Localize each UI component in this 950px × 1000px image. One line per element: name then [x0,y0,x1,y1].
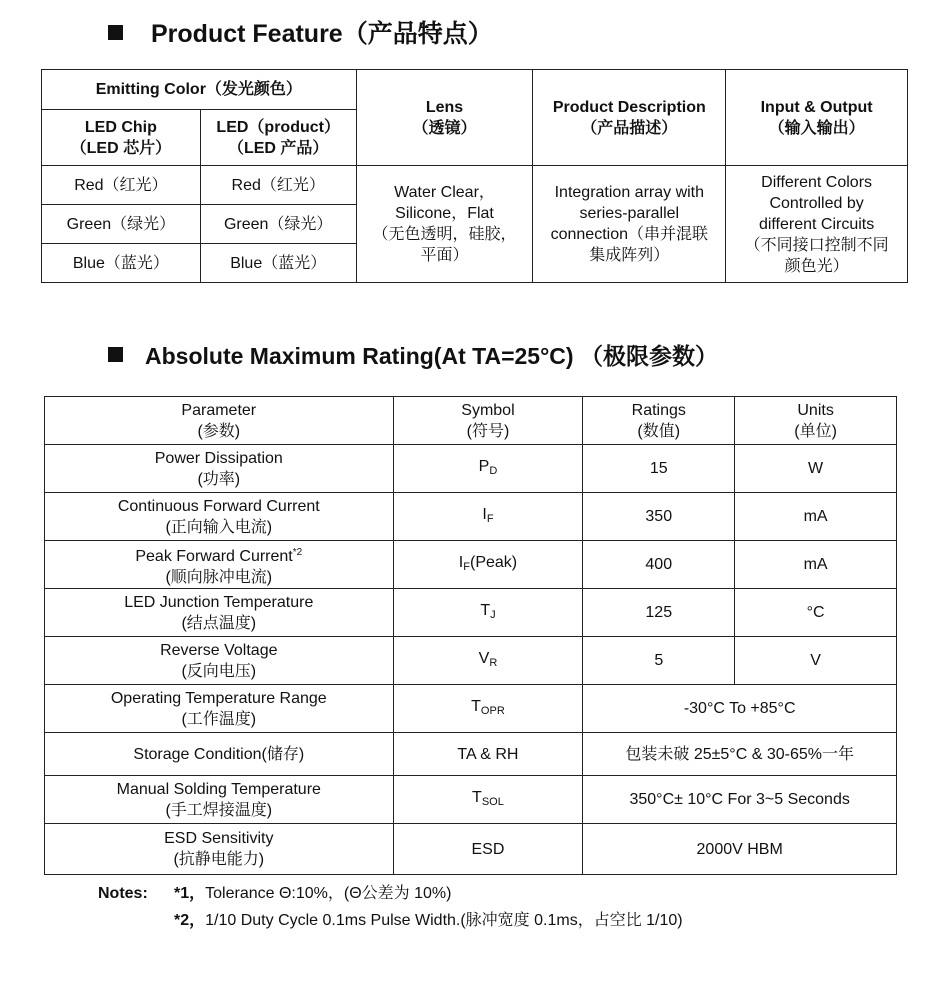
symbol-tail: (Peak) [469,553,518,571]
description-line: Integration array with [554,184,705,201]
ratings-header-cn: (数值) [637,422,681,440]
table-row [45,685,897,733]
parameter-cell [45,685,394,733]
symbol-main: V [478,649,490,667]
rating-value-cell: 400 [583,541,735,589]
symbol-cell [393,685,583,733]
notes-block [98,880,683,934]
product-feature-table [41,69,908,283]
parameter-cell [45,637,394,685]
parameter-header-en: Parameter [181,401,257,419]
parameter-cell [45,776,394,824]
symbol-subscript: D [489,464,498,477]
note-number: *1， [174,885,206,902]
parameter-name: LED Junction Temperature [124,593,314,611]
product-color-cell: Red（红光） [200,166,356,205]
table-row [45,776,897,824]
table-row [45,541,897,589]
rating-span-cell: -30°C To +85°C [583,685,897,733]
description-line: 集成阵列） [589,247,670,264]
parameter-name-cn: (手工焊接温度) [165,801,273,819]
led-product-header-en: LED（product） [216,118,340,136]
lens-line: 平面） [420,247,469,264]
symbol-header [393,397,583,445]
led-chip-header-en: LED Chip [84,118,157,136]
symbol-cell [393,445,583,493]
led-product-header [200,110,356,166]
rating-value-cell: 125 [583,589,735,637]
io-header-cn: （输入输出） [768,119,865,137]
notes-label: Notes: [98,885,148,902]
symbol-cell: TA & RH [393,733,583,776]
chip-color-cell: Blue（蓝光） [42,244,201,283]
lens-header [356,70,533,166]
note-text: Tolerance Θ:10%，(Θ公差为 10%) [205,885,452,902]
rating-value-cell: 15 [583,445,735,493]
symbol-cell [393,493,583,541]
led-chip-header-cn: （LED 芯片） [70,139,172,157]
ratings-header [583,397,735,445]
parameter-cell [45,493,394,541]
note-text: 1/10 Duty Cycle 0.1ms Pulse Width.(脉冲宽度 0.1ms，占空比 1/10) [205,912,683,929]
parameter-name: Peak Forward Current [135,547,293,565]
table-row [42,166,908,205]
unit-cell: mA [735,541,897,589]
rating-value-cell: 350 [583,493,735,541]
lens-line: Silicone，Flat [395,205,494,222]
symbol-cell [393,589,583,637]
io-line: 颜色光） [784,257,849,275]
product-color-cell: Blue（蓝光） [200,244,356,283]
symbol-cell: ESD [393,824,583,875]
absolute-rating-heading [108,338,718,371]
parameter-name: Power Dissipation [154,449,283,467]
unit-cell: V [735,637,897,685]
parameter-name: ESD Sensitivity [164,830,274,847]
symbol-cell [393,541,583,589]
parameter-header [45,397,394,445]
lens-line: （无色透明，硅胶， [372,226,517,243]
symbol-main: T [480,601,491,619]
parameter-name-cn: (抗静电能力) [173,851,265,868]
parameter-name-cn: (正向输入电流) [165,518,273,536]
lens-header-cn: （透镜） [412,119,477,137]
symbol-subscript: SOL [481,795,504,808]
parameter-name: Operating Temperature Range [110,689,327,707]
parameter-name-line [49,542,389,567]
parameter-cell [45,589,394,637]
chip-color-cell: Red（红光） [42,166,201,205]
description-header-cn: （产品描述） [581,119,678,137]
parameter-cell [45,445,394,493]
rating-span-cell: 2000V HBM [583,824,897,875]
symbol-cell [393,776,583,824]
parameter-name-cn: (工作温度) [181,710,257,728]
lens-cell [356,166,533,283]
parameter-name: Continuous Forward Current [117,497,320,515]
led-product-header-cn: （LED 产品） [227,139,329,157]
symbol-subscript: F [486,512,494,525]
symbol-header-en: Symbol [461,401,515,419]
symbol-subscript: F [463,560,470,573]
symbol-subscript: J [490,608,496,621]
table-row [45,589,897,637]
io-cell [726,166,908,283]
table-row [45,493,897,541]
io-header [726,70,908,166]
parameter-name-cn: (顺向脉冲电流) [165,568,273,586]
table-row [45,445,897,493]
parameter-name-cn: (反向电压) [181,662,257,680]
parameter-name-cn: (功率) [197,470,241,488]
symbol-main: T [471,697,481,715]
unit-cell: mA [735,493,897,541]
symbol-subscript: OPR [480,704,505,717]
absolute-rating-table [44,396,897,875]
product-color-cell: Green（绿光） [200,205,356,244]
units-header-cn: (单位) [794,422,837,440]
product-feature-heading [108,14,493,50]
lens-line: Water Clear， [394,184,495,201]
absolute-rating-title: Absolute Maximum Rating(At TA=25°C) （极限参数） [145,343,718,369]
note-number: *2， [174,912,206,929]
description-line: connection（串并混联 [550,226,709,243]
parameter-name: Reverse Voltage [160,641,278,659]
parameter-cell [45,541,394,589]
unit-cell: °C [735,589,897,637]
io-line: Controlled by [769,194,864,212]
lens-header-en: Lens [425,98,464,116]
table-row [45,824,897,875]
parameter-cell: Storage Condition(储存) [45,733,394,776]
parameter-cell [45,824,394,875]
rating-value-cell: 5 [583,637,735,685]
units-header [735,397,897,445]
note-line [98,880,683,907]
symbol-subscript: R [489,656,498,669]
description-cell [533,166,726,283]
symbol-header-cn: (符号) [466,422,510,440]
units-header-en: Units [797,401,834,419]
parameter-name: Manual Solding Temperature [116,780,321,798]
symbol-main: I [482,505,487,523]
symbol-main: I [458,553,464,571]
description-header-en: Product Description [552,98,706,116]
unit-cell: W [735,445,897,493]
io-line: （不同接口控制不同 [744,236,889,254]
table-row [45,733,897,776]
parameter-name-cn: (结点温度) [181,614,257,632]
symbol-main: T [472,788,482,806]
rating-span-cell: 350°C± 10°C For 3~5 Seconds [583,776,897,824]
io-line: different Circuits [758,215,875,233]
note-superscript: *2 [292,546,303,558]
emitting-color-header: Emitting Color（发光颜色） [42,70,357,110]
parameter-header-cn: (参数) [197,422,241,440]
table-row [45,637,897,685]
note-line [98,907,683,934]
io-line: Different Colors [761,173,873,191]
description-line: series-parallel [579,205,680,222]
rating-span-cell: 包装未破 25±5°C & 30-65%一年 [583,733,897,776]
square-bullet-icon [108,25,123,40]
ratings-header-en: Ratings [631,401,686,419]
symbol-main: P [478,457,490,475]
product-feature-title: Product Feature（产品特点） [151,20,493,48]
square-bullet-icon [108,347,123,362]
io-header-en: Input & Output [760,98,873,116]
led-chip-header [42,110,201,166]
symbol-cell [393,637,583,685]
chip-color-cell: Green（绿光） [42,205,201,244]
description-header [533,70,726,166]
